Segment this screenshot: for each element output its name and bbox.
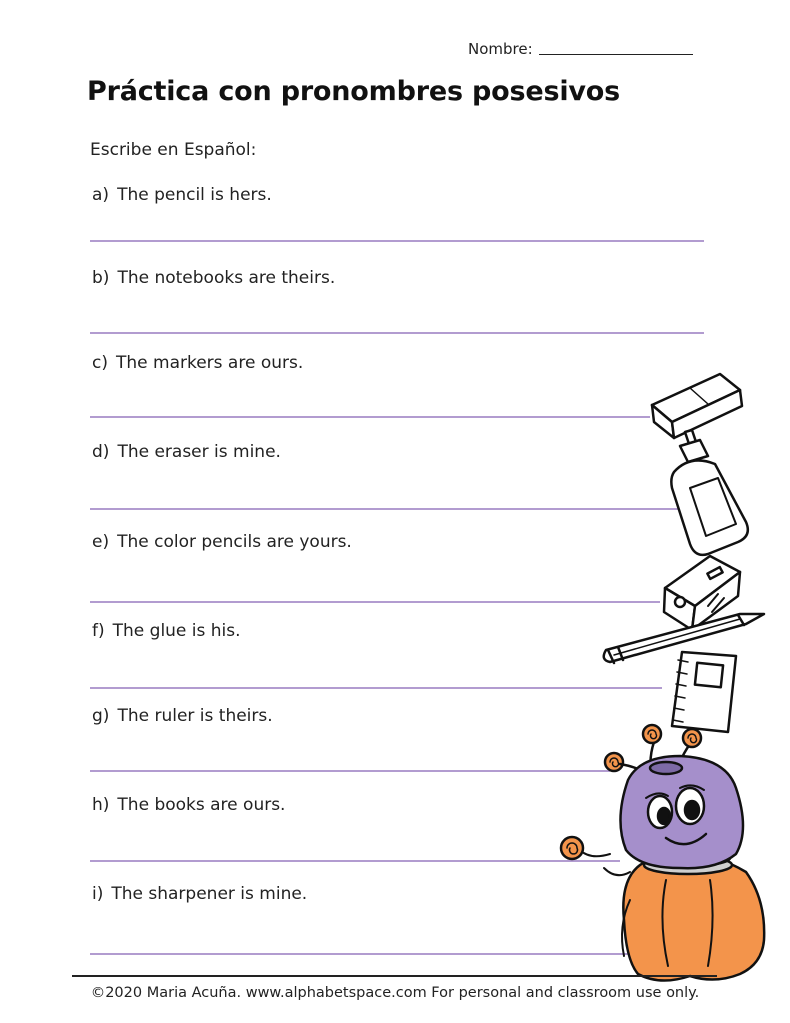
question-f — [92, 621, 241, 641]
instruction: Escribe en Español: — [90, 140, 257, 160]
question-letter: i) — [92, 884, 104, 904]
footer-divider — [72, 975, 717, 977]
answer-line-b[interactable] — [90, 332, 704, 334]
question-c — [92, 353, 303, 373]
answer-line-a[interactable] — [90, 240, 704, 242]
question-letter: a) — [92, 185, 110, 205]
question-letter: d) — [92, 442, 110, 462]
name-label: Nombre: — [468, 40, 533, 58]
monster-character — [561, 725, 764, 981]
school-supplies-illustration — [540, 360, 790, 985]
page-title: Práctica con pronombres posesivos — [87, 76, 621, 107]
answer-line-g[interactable] — [90, 770, 610, 772]
question-text: The sharpener is mine. — [111, 884, 308, 904]
question-text: The color pencils are yours. — [117, 532, 352, 552]
name-blank[interactable] — [539, 54, 693, 55]
footer-copyright: ©2020 Maria Acuña. www.alphabetspace.com For personal and classroom use only. — [90, 985, 700, 1001]
question-d — [92, 442, 281, 462]
question-e — [92, 532, 352, 552]
question-text: The ruler is theirs. — [117, 706, 273, 726]
question-text: The eraser is mine. — [117, 442, 281, 462]
question-text: The notebooks are theirs. — [117, 268, 336, 288]
notebook-icon — [672, 652, 736, 732]
question-letter: g) — [92, 706, 110, 726]
question-letter: b) — [92, 268, 110, 288]
question-text: The glue is his. — [112, 621, 241, 641]
question-text: The books are ours. — [117, 795, 286, 815]
question-text: The markers are ours. — [115, 353, 304, 373]
question-g — [92, 706, 273, 726]
question-i — [92, 884, 307, 904]
question-text: The pencil is hers. — [117, 185, 272, 205]
question-letter: h) — [92, 795, 110, 815]
glue-bottle-icon — [671, 430, 747, 555]
question-letter: e) — [92, 532, 110, 552]
question-a — [92, 185, 272, 205]
question-letter: f) — [92, 621, 105, 641]
name-field — [468, 40, 693, 58]
question-b — [92, 268, 335, 288]
eraser-icon — [652, 374, 742, 438]
question-letter: c) — [92, 353, 108, 373]
question-h — [92, 795, 285, 815]
